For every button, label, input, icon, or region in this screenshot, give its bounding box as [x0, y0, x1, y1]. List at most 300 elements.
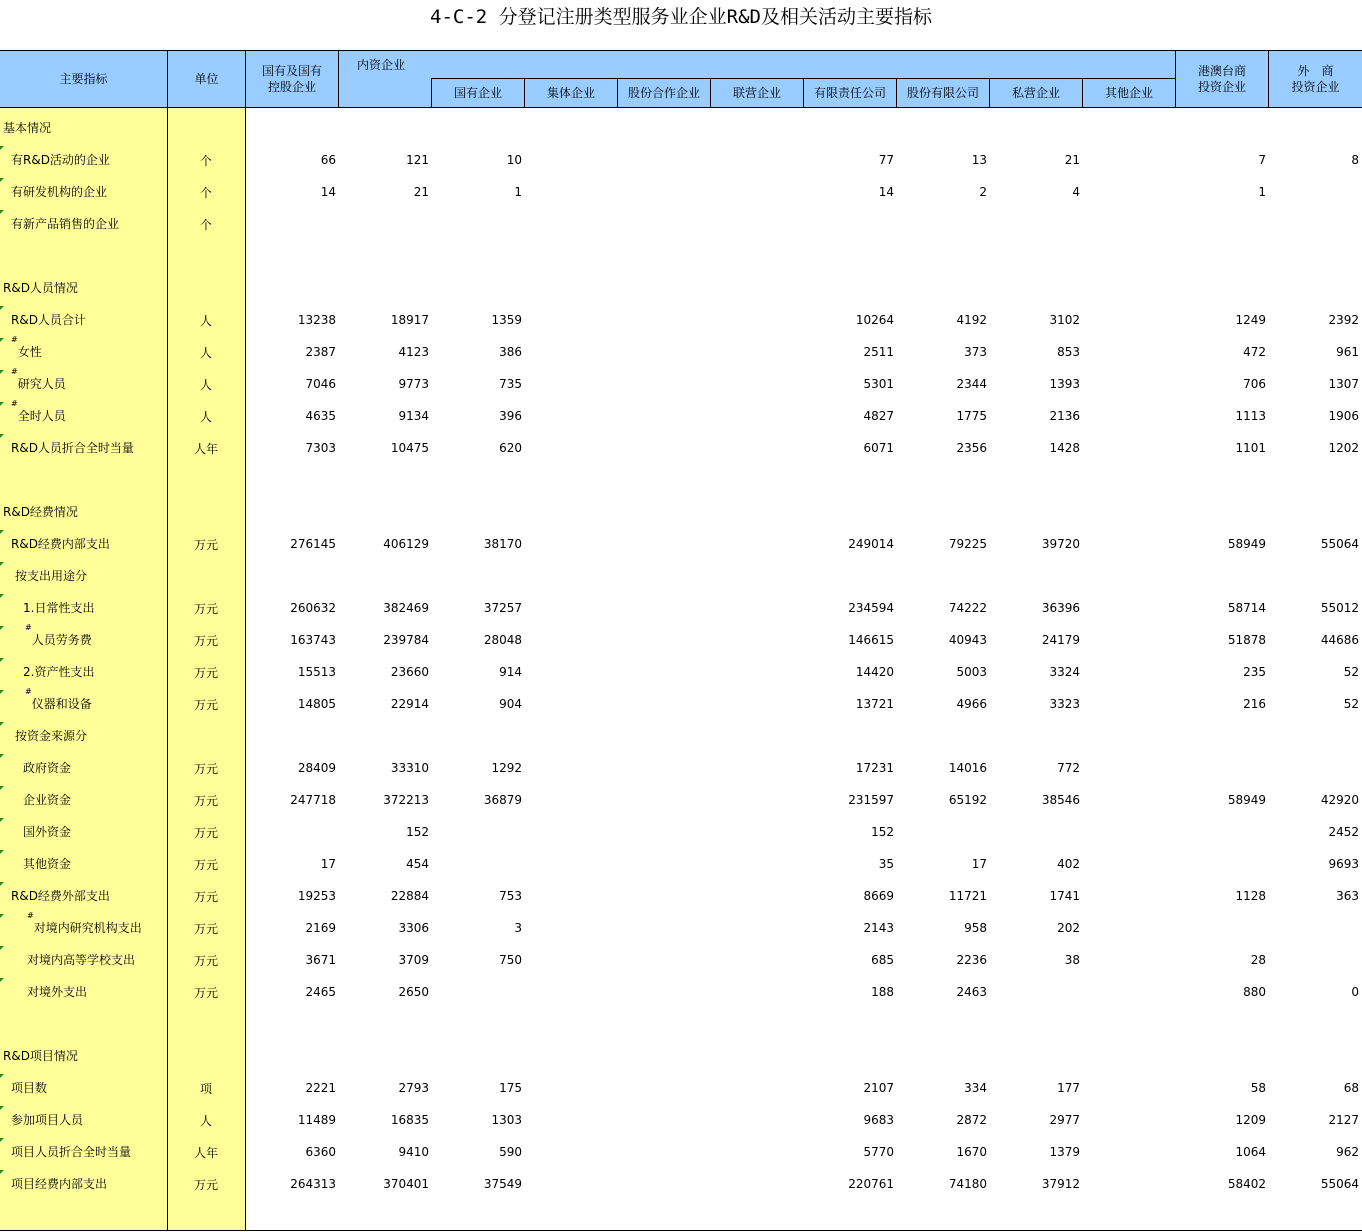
row-label: R&D人员合计 — [11, 313, 86, 327]
row-label: 按支出用途分 — [15, 569, 88, 583]
cell-state: 3671 — [305, 953, 336, 967]
cell-sub-share: 2236 — [956, 953, 987, 967]
cell-foreign: 55012 — [1320, 601, 1359, 615]
cell-marker-icon — [0, 1170, 4, 1174]
cell-marker-icon — [0, 786, 4, 790]
cell-marker-icon — [0, 626, 4, 630]
cell-state: 19253 — [297, 889, 336, 903]
row-label: 2.资产性支出 — [23, 665, 95, 679]
cell-foreign: 55064 — [1320, 1177, 1359, 1191]
cell-domestic: 9773 — [398, 377, 429, 391]
cell-marker-icon — [0, 978, 4, 982]
grid-line — [989, 79, 990, 107]
cell-foreign: 2392 — [1328, 313, 1359, 327]
header-sub-share: 股份有限公司 — [906, 86, 979, 100]
cell-sub-share: 1670 — [956, 1145, 987, 1159]
cell-sub-state: 753 — [499, 889, 522, 903]
cell-sub-state: 396 — [499, 409, 522, 423]
cell-sub-llc: 10264 — [855, 313, 894, 327]
cell-sub-state: 28048 — [483, 633, 522, 647]
row-unit: 人 — [199, 314, 212, 328]
cell-hkmt: 880 — [1243, 985, 1266, 999]
cell-sub-private: 1428 — [1049, 441, 1080, 455]
cell-domestic: 152 — [406, 825, 429, 839]
cell-state: 260632 — [290, 601, 336, 615]
cell-hkmt: 58949 — [1227, 793, 1266, 807]
cell-domestic: 9410 — [398, 1145, 429, 1159]
cell-sub-llc: 146615 — [848, 633, 894, 647]
cell-foreign: 52 — [1343, 697, 1359, 711]
cell-sub-share: 11721 — [948, 889, 987, 903]
cell-sub-private: 36396 — [1041, 601, 1080, 615]
cell-marker-icon — [0, 178, 4, 182]
cell-sub-llc: 14 — [878, 185, 894, 199]
table-row — [0, 720, 1362, 752]
cell-sub-share: 334 — [964, 1081, 987, 1095]
grid-line — [338, 51, 339, 107]
row-label: 参加项目人员 — [11, 1113, 84, 1127]
header-sub-private: 私营企业 — [1011, 86, 1060, 100]
cell-hkmt: 1101 — [1235, 441, 1266, 455]
cell-marker-icon — [0, 946, 4, 950]
row-label: 项目数 — [11, 1081, 48, 1095]
cell-domestic: 16835 — [390, 1113, 429, 1127]
cell-state: 2221 — [305, 1081, 336, 1095]
cell-sub-share: 17 — [971, 857, 987, 871]
cell-sub-state: 735 — [499, 377, 522, 391]
cell-marker-icon — [0, 594, 4, 598]
cell-sub-llc: 17231 — [855, 761, 894, 775]
cell-marker-icon — [0, 882, 4, 886]
row-unit: 万元 — [193, 826, 218, 840]
cell-sub-state: 10 — [506, 153, 522, 167]
row-unit: 人年 — [193, 1146, 218, 1160]
cell-sub-private: 3323 — [1049, 697, 1080, 711]
cell-foreign: 0 — [1351, 985, 1359, 999]
cell-sub-llc: 5770 — [863, 1145, 894, 1159]
cell-state: 66 — [320, 153, 336, 167]
table-row — [0, 944, 1362, 976]
cell-sub-llc: 6071 — [863, 441, 894, 455]
cell-sub-state: 37549 — [483, 1177, 522, 1191]
cell-marker-icon — [0, 850, 4, 854]
cell-sub-state: 386 — [499, 345, 522, 359]
cell-domestic: 3306 — [398, 921, 429, 935]
row-label: R&D经费情况 — [3, 505, 78, 519]
cell-state: 15513 — [297, 665, 336, 679]
table-row — [0, 1136, 1362, 1168]
header-hkmt: 港澳台商 投资企业 — [1197, 64, 1246, 94]
row-unit: 个 — [199, 218, 212, 232]
cell-domestic: 18917 — [390, 313, 429, 327]
cell-sub-state: 1359 — [491, 313, 522, 327]
cell-sub-share: 1775 — [956, 409, 987, 423]
grid-line — [1268, 51, 1269, 107]
cell-sub-state: 38170 — [483, 537, 522, 551]
cell-hkmt: 58 — [1250, 1081, 1266, 1095]
cell-hkmt: 1064 — [1235, 1145, 1266, 1159]
cell-state: 264313 — [290, 1177, 336, 1191]
table-row — [0, 1104, 1362, 1136]
cell-hkmt: 1113 — [1235, 409, 1266, 423]
table-row — [0, 688, 1362, 720]
row-unit: 万元 — [193, 698, 218, 712]
row-label: 有研发机构的企业 — [11, 185, 108, 199]
cell-sub-private: 1741 — [1049, 889, 1080, 903]
row-label: 项目经费内部支出 — [11, 1177, 108, 1191]
cell-sub-private: 37912 — [1041, 1177, 1080, 1191]
table-row — [0, 176, 1362, 208]
row-label: 基本情况 — [3, 121, 52, 135]
cell-sub-state: 36879 — [483, 793, 522, 807]
cell-sub-llc: 4827 — [863, 409, 894, 423]
cell-sub-state: 620 — [499, 441, 522, 455]
cell-foreign: 961 — [1336, 345, 1359, 359]
row-unit: 万元 — [193, 762, 218, 776]
cell-sub-private: 402 — [1057, 857, 1080, 871]
hash-marker: # — [11, 367, 18, 376]
table-row — [0, 656, 1362, 688]
row-label: 对境外支出 — [27, 985, 88, 999]
table-row — [0, 752, 1362, 784]
header-sub-other: 其他企业 — [1104, 86, 1153, 100]
cell-domestic: 382469 — [383, 601, 429, 615]
cell-sub-private: 21 — [1064, 153, 1080, 167]
cell-foreign: 2452 — [1328, 825, 1359, 839]
row-unit: 万元 — [193, 634, 218, 648]
cell-sub-share: 74180 — [948, 1177, 987, 1191]
header-unit: 单位 — [194, 72, 219, 86]
cell-foreign: 1307 — [1328, 377, 1359, 391]
table-row — [0, 144, 1362, 176]
header-state-owned: 国有及国有 控股企业 — [261, 64, 322, 94]
cell-sub-share: 14016 — [948, 761, 987, 775]
row-label: #人员劳务费 — [25, 623, 92, 647]
cell-sub-private: 853 — [1057, 345, 1080, 359]
cell-sub-state: 590 — [499, 1145, 522, 1159]
cell-state: 2465 — [305, 985, 336, 999]
cell-domestic: 3709 — [398, 953, 429, 967]
cell-marker-icon — [0, 818, 4, 822]
cell-sub-private: 1379 — [1049, 1145, 1080, 1159]
cell-foreign: 52 — [1343, 665, 1359, 679]
row-unit: 人 — [199, 378, 212, 392]
grid-line — [524, 79, 525, 107]
cell-foreign: 55064 — [1320, 537, 1359, 551]
table-row — [0, 400, 1362, 432]
cell-domestic: 22914 — [390, 697, 429, 711]
cell-sub-private: 2977 — [1049, 1113, 1080, 1127]
cell-marker-icon — [0, 658, 4, 662]
cell-marker-icon — [0, 562, 4, 566]
cell-domestic: 9134 — [398, 409, 429, 423]
cell-state: 2387 — [305, 345, 336, 359]
page-title: 4-C-2 分登记注册类型服务业企业R&D及相关活动主要指标 — [430, 6, 932, 28]
cell-sub-llc: 14420 — [855, 665, 894, 679]
cell-sub-state: 1292 — [491, 761, 522, 775]
section-row — [0, 272, 1362, 304]
cell-foreign: 363 — [1336, 889, 1359, 903]
row-unit: 万元 — [193, 602, 218, 616]
row-label: 项目人员折合全时当量 — [11, 1145, 132, 1159]
table-row — [0, 592, 1362, 624]
table-row — [0, 368, 1362, 400]
cell-foreign: 44686 — [1320, 633, 1359, 647]
cell-foreign: 42920 — [1320, 793, 1359, 807]
hash-marker: # — [25, 623, 32, 632]
row-unit: 万元 — [193, 890, 218, 904]
cell-sub-share: 4192 — [956, 313, 987, 327]
cell-hkmt: 58714 — [1227, 601, 1266, 615]
header-sub-cooperative: 股份合作企业 — [627, 86, 700, 100]
grid-line — [710, 79, 711, 107]
table-row — [0, 528, 1362, 560]
cell-sub-share: 2356 — [956, 441, 987, 455]
row-label: 有R&D活动的企业 — [11, 153, 110, 167]
cell-sub-state: 914 — [499, 665, 522, 679]
row-label: R&D经费内部支出 — [11, 537, 110, 551]
row-unit: 个 — [199, 186, 212, 200]
cell-hkmt: 28 — [1250, 953, 1266, 967]
grid-line — [1175, 51, 1176, 107]
table-row — [0, 880, 1362, 912]
cell-sub-llc: 152 — [871, 825, 894, 839]
grid-line — [803, 79, 804, 107]
row-unit: 万元 — [193, 858, 218, 872]
cell-state: 13238 — [297, 313, 336, 327]
cell-domestic: 370401 — [383, 1177, 429, 1191]
table-row — [0, 208, 1362, 240]
cell-sub-private: 202 — [1057, 921, 1080, 935]
cell-hkmt: 1 — [1258, 185, 1266, 199]
row-unit: 万元 — [193, 538, 218, 552]
header-sub-llc: 有限责任公司 — [813, 86, 886, 100]
cell-sub-llc: 35 — [878, 857, 894, 871]
row-unit: 万元 — [193, 794, 218, 808]
row-label: 按资金来源分 — [15, 729, 88, 743]
row-label: #仪器和设备 — [25, 687, 92, 711]
cell-sub-llc: 234594 — [848, 601, 894, 615]
cell-sub-private: 1393 — [1049, 377, 1080, 391]
cell-state: 2169 — [305, 921, 336, 935]
row-label: R&D经费外部支出 — [11, 889, 110, 903]
cell-marker-icon — [0, 914, 4, 918]
hash-marker: # — [11, 335, 18, 344]
cell-sub-share: 2344 — [956, 377, 987, 391]
table-row — [0, 560, 1362, 592]
cell-domestic: 33310 — [390, 761, 429, 775]
cell-state: 276145 — [290, 537, 336, 551]
table-row — [0, 1072, 1362, 1104]
cell-marker-icon — [0, 306, 4, 310]
cell-sub-private: 4 — [1072, 185, 1080, 199]
cell-state: 4635 — [305, 409, 336, 423]
cell-sub-llc: 231597 — [848, 793, 894, 807]
cell-sub-share: 74222 — [948, 601, 987, 615]
cell-sub-llc: 2107 — [863, 1081, 894, 1095]
cell-foreign: 9693 — [1328, 857, 1359, 871]
table-row — [0, 1008, 1362, 1040]
table-bottom-border — [0, 1230, 1362, 1231]
cell-sub-private: 24179 — [1041, 633, 1080, 647]
row-label: 其他资金 — [23, 857, 72, 871]
hash-marker: # — [27, 911, 34, 920]
cell-marker-icon — [0, 1074, 4, 1078]
cell-hkmt: 472 — [1243, 345, 1266, 359]
table-row — [0, 1168, 1362, 1200]
cell-marker-icon — [0, 754, 4, 758]
cell-marker-icon — [0, 210, 4, 214]
cell-sub-state: 750 — [499, 953, 522, 967]
row-label: 有新产品销售的企业 — [11, 217, 120, 231]
cell-marker-icon — [0, 146, 4, 150]
cell-foreign: 8 — [1351, 153, 1359, 167]
row-label: R&D人员折合全时当量 — [11, 441, 134, 455]
cell-hkmt: 1209 — [1235, 1113, 1266, 1127]
cell-sub-llc: 249014 — [848, 537, 894, 551]
row-label: R&D人员情况 — [3, 281, 78, 295]
cell-marker-icon — [0, 690, 4, 694]
cell-sub-share: 4966 — [956, 697, 987, 711]
hash-marker: # — [11, 399, 18, 408]
row-unit: 万元 — [193, 986, 218, 1000]
grid-line — [896, 79, 897, 107]
grid-line — [431, 78, 1175, 79]
cell-state: 28409 — [297, 761, 336, 775]
row-label: 政府资金 — [23, 761, 72, 775]
table-row — [0, 304, 1362, 336]
cell-state: 17 — [320, 857, 336, 871]
header-sub-collective: 集体企业 — [546, 86, 595, 100]
row-unit: 人 — [199, 410, 212, 424]
cell-sub-share: 13 — [971, 153, 987, 167]
cell-sub-private: 772 — [1057, 761, 1080, 775]
cell-domestic: 23660 — [390, 665, 429, 679]
section-row — [0, 112, 1362, 144]
cell-sub-state: 1303 — [491, 1113, 522, 1127]
row-label: 企业资金 — [23, 793, 72, 807]
table-row — [0, 336, 1362, 368]
row-label: 对境内高等学校支出 — [27, 953, 136, 967]
row-label: #研究人员 — [11, 367, 66, 391]
cell-sub-state: 1 — [514, 185, 522, 199]
header-domestic: 内资企业 — [357, 57, 406, 72]
row-unit: 人 — [199, 1114, 212, 1128]
row-label: #女性 — [11, 335, 42, 359]
cell-marker-icon — [0, 722, 4, 726]
row-label: #对境内研究机构支出 — [27, 911, 142, 935]
cell-sub-llc: 77 — [878, 153, 894, 167]
cell-sub-llc: 5301 — [863, 377, 894, 391]
cell-domestic: 10475 — [390, 441, 429, 455]
cell-sub-llc: 2143 — [863, 921, 894, 935]
cell-sub-private: 3324 — [1049, 665, 1080, 679]
cell-state: 7046 — [305, 377, 336, 391]
cell-domestic: 121 — [406, 153, 429, 167]
cell-sub-share: 2 — [979, 185, 987, 199]
cell-sub-share: 958 — [964, 921, 987, 935]
cell-hkmt: 58949 — [1227, 537, 1266, 551]
grid-line — [617, 79, 618, 107]
grid-line — [431, 79, 432, 107]
cell-foreign: 68 — [1343, 1081, 1359, 1095]
row-label: 1.日常性支出 — [23, 601, 95, 615]
cell-domestic: 4123 — [398, 345, 429, 359]
row-unit: 人年 — [193, 442, 218, 456]
cell-sub-private: 177 — [1057, 1081, 1080, 1095]
cell-sub-state: 3 — [514, 921, 522, 935]
cell-domestic: 239784 — [383, 633, 429, 647]
cell-domestic: 2650 — [398, 985, 429, 999]
cell-sub-private: 38 — [1064, 953, 1080, 967]
cell-sub-llc: 2511 — [863, 345, 894, 359]
cell-foreign: 1202 — [1328, 441, 1359, 455]
cell-sub-share: 40943 — [948, 633, 987, 647]
hash-marker: # — [25, 687, 32, 696]
cell-marker-icon — [0, 370, 4, 374]
table-row — [0, 816, 1362, 848]
cell-domestic: 372213 — [383, 793, 429, 807]
cell-sub-llc: 8669 — [863, 889, 894, 903]
cell-state: 247718 — [290, 793, 336, 807]
cell-hkmt: 1249 — [1235, 313, 1266, 327]
cell-state: 11489 — [297, 1113, 336, 1127]
cell-marker-icon — [0, 402, 4, 406]
row-unit: 万元 — [193, 922, 218, 936]
cell-marker-icon — [0, 434, 4, 438]
cell-sub-llc: 685 — [871, 953, 894, 967]
cell-marker-icon — [0, 1138, 4, 1142]
row-unit: 人 — [199, 346, 212, 360]
cell-sub-private: 3102 — [1049, 313, 1080, 327]
cell-state: 14 — [320, 185, 336, 199]
cell-sub-private: 39720 — [1041, 537, 1080, 551]
cell-state: 163743 — [290, 633, 336, 647]
cell-foreign: 2127 — [1328, 1113, 1359, 1127]
cell-hkmt: 58402 — [1227, 1177, 1266, 1191]
cell-hkmt: 216 — [1243, 697, 1266, 711]
cell-sub-share: 5003 — [956, 665, 987, 679]
cell-domestic: 21 — [413, 185, 429, 199]
header-sub-state: 国有企业 — [453, 86, 502, 100]
cell-domestic: 454 — [406, 857, 429, 871]
cell-domestic: 2793 — [398, 1081, 429, 1095]
table-row — [0, 848, 1362, 880]
row-unit: 项 — [199, 1082, 212, 1096]
cell-domestic: 406129 — [383, 537, 429, 551]
table-row — [0, 912, 1362, 944]
cell-state: 14805 — [297, 697, 336, 711]
cell-domestic: 22884 — [390, 889, 429, 903]
cell-sub-share: 2872 — [956, 1113, 987, 1127]
table-row — [0, 976, 1362, 1008]
row-unit: 万元 — [193, 666, 218, 680]
cell-sub-state: 904 — [499, 697, 522, 711]
cell-sub-llc: 188 — [871, 985, 894, 999]
cell-foreign: 1906 — [1328, 409, 1359, 423]
table-row — [0, 784, 1362, 816]
header-foreign: 外 商 投资企业 — [1291, 64, 1340, 94]
cell-sub-llc: 220761 — [848, 1177, 894, 1191]
cell-foreign: 962 — [1336, 1145, 1359, 1159]
row-label: 国外资金 — [23, 825, 72, 839]
cell-sub-share: 2463 — [956, 985, 987, 999]
cell-marker-icon — [0, 530, 4, 534]
cell-state: 6360 — [305, 1145, 336, 1159]
grid-line — [1082, 79, 1083, 107]
cell-hkmt: 706 — [1243, 377, 1266, 391]
cell-sub-share: 373 — [964, 345, 987, 359]
